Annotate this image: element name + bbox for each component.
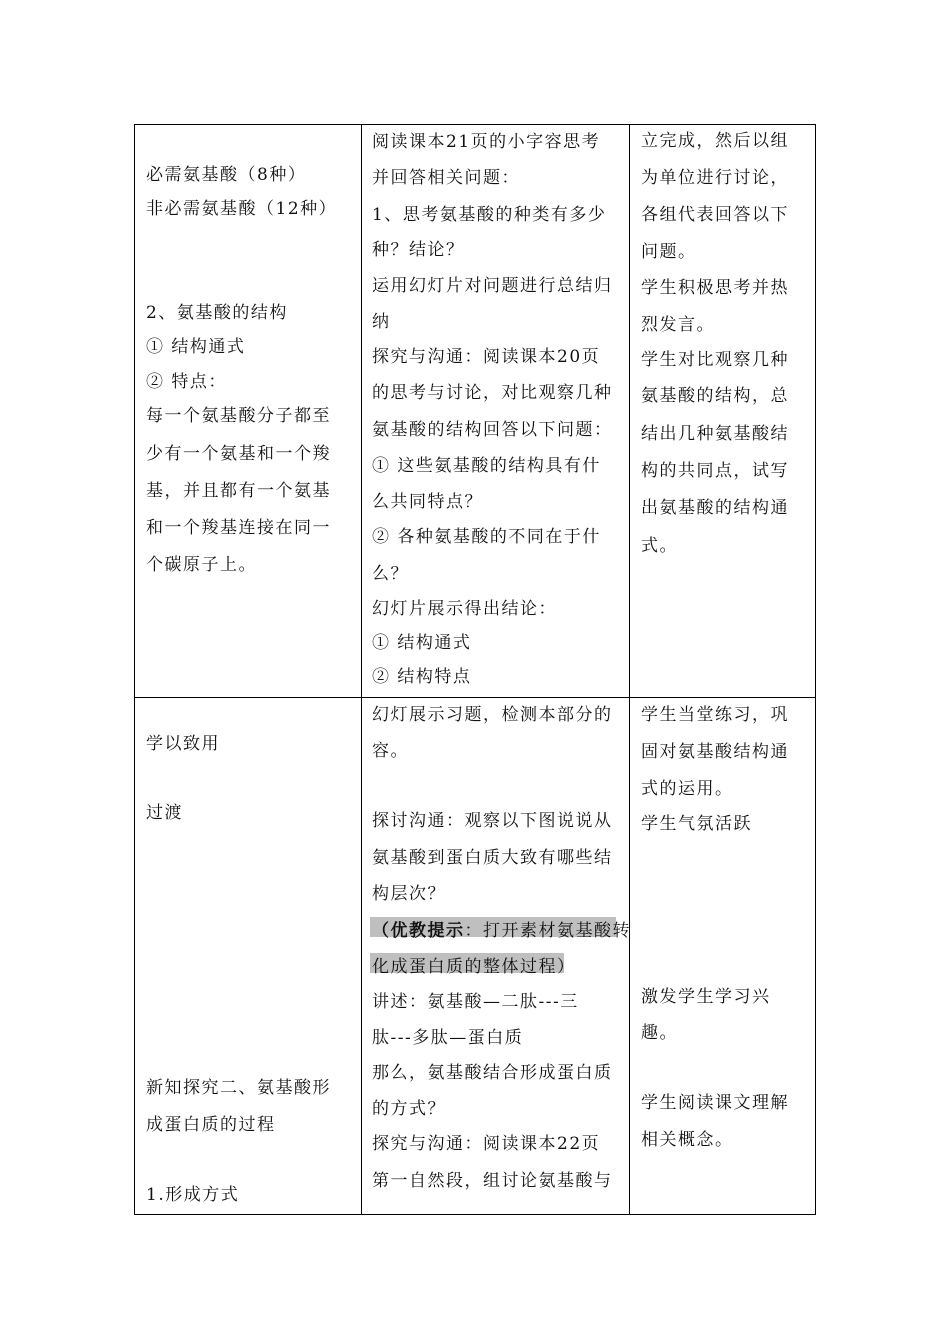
text-line: 并回答相关问题： xyxy=(372,168,520,188)
text-line: ② 特点： xyxy=(146,372,227,392)
text-line: 构层次？ xyxy=(372,884,446,904)
text-line: 每一个氨基酸分子都至 xyxy=(146,406,331,426)
text-line: 运用幻灯片对问题进行总结归 xyxy=(372,276,613,296)
text-line: 非必需氨基酸（12种） xyxy=(146,199,338,219)
text-line: 学生当堂练习，巩 xyxy=(641,705,789,725)
text-line: 探究与沟通：阅读课本22页 xyxy=(372,1134,601,1154)
row-divider xyxy=(134,697,816,698)
text-line: 立完成，然后以组 xyxy=(641,131,789,151)
text-line: 各组代表回答以下 xyxy=(641,205,789,225)
text-line: 学生阅读课文理解 xyxy=(641,1093,789,1113)
text-line: 少有一个氨基和一个羧 xyxy=(146,444,331,464)
text-line: 问题。 xyxy=(641,242,697,262)
text-line: 肽---多肽—蛋白质 xyxy=(372,1028,524,1048)
text-line: 氨基酸到蛋白质大致有哪些结 xyxy=(372,848,613,868)
text-line: 2、氨基酸的结构 xyxy=(146,303,288,323)
text-line: ① 这些氨基酸的结构具有什 xyxy=(372,456,601,476)
text-line: 学以致用 xyxy=(146,734,220,754)
text-line: 幻灯展示习题，检测本部分的 xyxy=(372,705,613,725)
text-line: 氨基酸的结构回答以下问题： xyxy=(372,420,613,440)
text-line: 趣。 xyxy=(641,1023,678,1043)
text-line: 个碳原子上。 xyxy=(146,555,257,575)
text-line: ② 各种氨基酸的不同在于什 xyxy=(372,527,601,547)
text-line: 的思考与讨论，对比观察几种 xyxy=(372,383,613,403)
text-line: （优教提示：打开素材氨基酸转 xyxy=(372,921,631,941)
text-line: 讲述：氨基酸—二肽---三 xyxy=(372,992,579,1012)
table-right-border xyxy=(815,124,816,1215)
text-line: 氨基酸的结构，总 xyxy=(641,386,789,406)
text-line: 第一自然段，组讨论氨基酸与 xyxy=(372,1171,613,1191)
text-line: 探究与沟通：阅读课本20页 xyxy=(372,347,601,367)
text-line: 的方式？ xyxy=(372,1099,446,1119)
table-left-border xyxy=(134,124,135,1215)
text-line: 构的共同点，试写 xyxy=(641,461,789,481)
text-line: 烈发言。 xyxy=(641,315,715,335)
hint-label: （优教提示 xyxy=(372,921,465,941)
text-line: 阅读课本21页的小字容思考 xyxy=(372,132,601,152)
text-line: 出氨基酸的结构通 xyxy=(641,498,789,518)
text-line: 式。 xyxy=(641,536,678,556)
text-line: 学生对比观察几种 xyxy=(641,350,789,370)
text-line: 学生气氛活跃 xyxy=(641,814,752,834)
text-line: 么共同特点？ xyxy=(372,492,483,512)
text-line: 种？结论？ xyxy=(372,240,465,260)
text-line: 1、思考氨基酸的种类有多少 xyxy=(372,205,607,225)
text-line: 容。 xyxy=(372,741,409,761)
text-line: 固对氨基酸结构通 xyxy=(641,742,789,762)
text-line: 学生积极思考并热 xyxy=(641,278,789,298)
text-line: 相关概念。 xyxy=(641,1130,734,1150)
text-line: 过渡 xyxy=(146,803,183,823)
text-line: 成蛋白质的过程 xyxy=(146,1115,276,1135)
text-line: ② 结构特点 xyxy=(372,667,472,687)
text-line: 和一个羧基连接在同一 xyxy=(146,518,331,538)
text-line: 激发学生学习兴 xyxy=(641,987,771,1007)
text-line: 那么，氨基酸结合形成蛋白质 xyxy=(372,1063,613,1083)
table-top-border xyxy=(134,124,816,125)
text-line: 纳 xyxy=(372,312,391,332)
text-line: 探讨沟通：观察以下图说说从 xyxy=(372,811,613,831)
text-line: 幻灯片展示得出结论： xyxy=(372,599,557,619)
table-bottom-border xyxy=(134,1214,816,1215)
text-line: ① 结构通式 xyxy=(146,337,246,357)
text-line: 式的运用。 xyxy=(641,779,734,799)
column-divider-1 xyxy=(361,124,362,1215)
text-line: 基，并且都有一个氨基 xyxy=(146,481,331,501)
text-line: 1.形成方式 xyxy=(146,1185,240,1205)
text-line: 化成蛋白质的整体过程） xyxy=(372,957,576,977)
text-line: 为单位进行讨论， xyxy=(641,168,789,188)
text-line: 必需氨基酸（8种） xyxy=(146,165,307,185)
column-divider-2 xyxy=(629,124,630,1215)
text-line: 么？ xyxy=(372,564,409,584)
text-line: ① 结构通式 xyxy=(372,633,472,653)
text-line: 新知探究二、氨基酸形 xyxy=(146,1078,331,1098)
text-line: 结出几种氨基酸结 xyxy=(641,424,789,444)
